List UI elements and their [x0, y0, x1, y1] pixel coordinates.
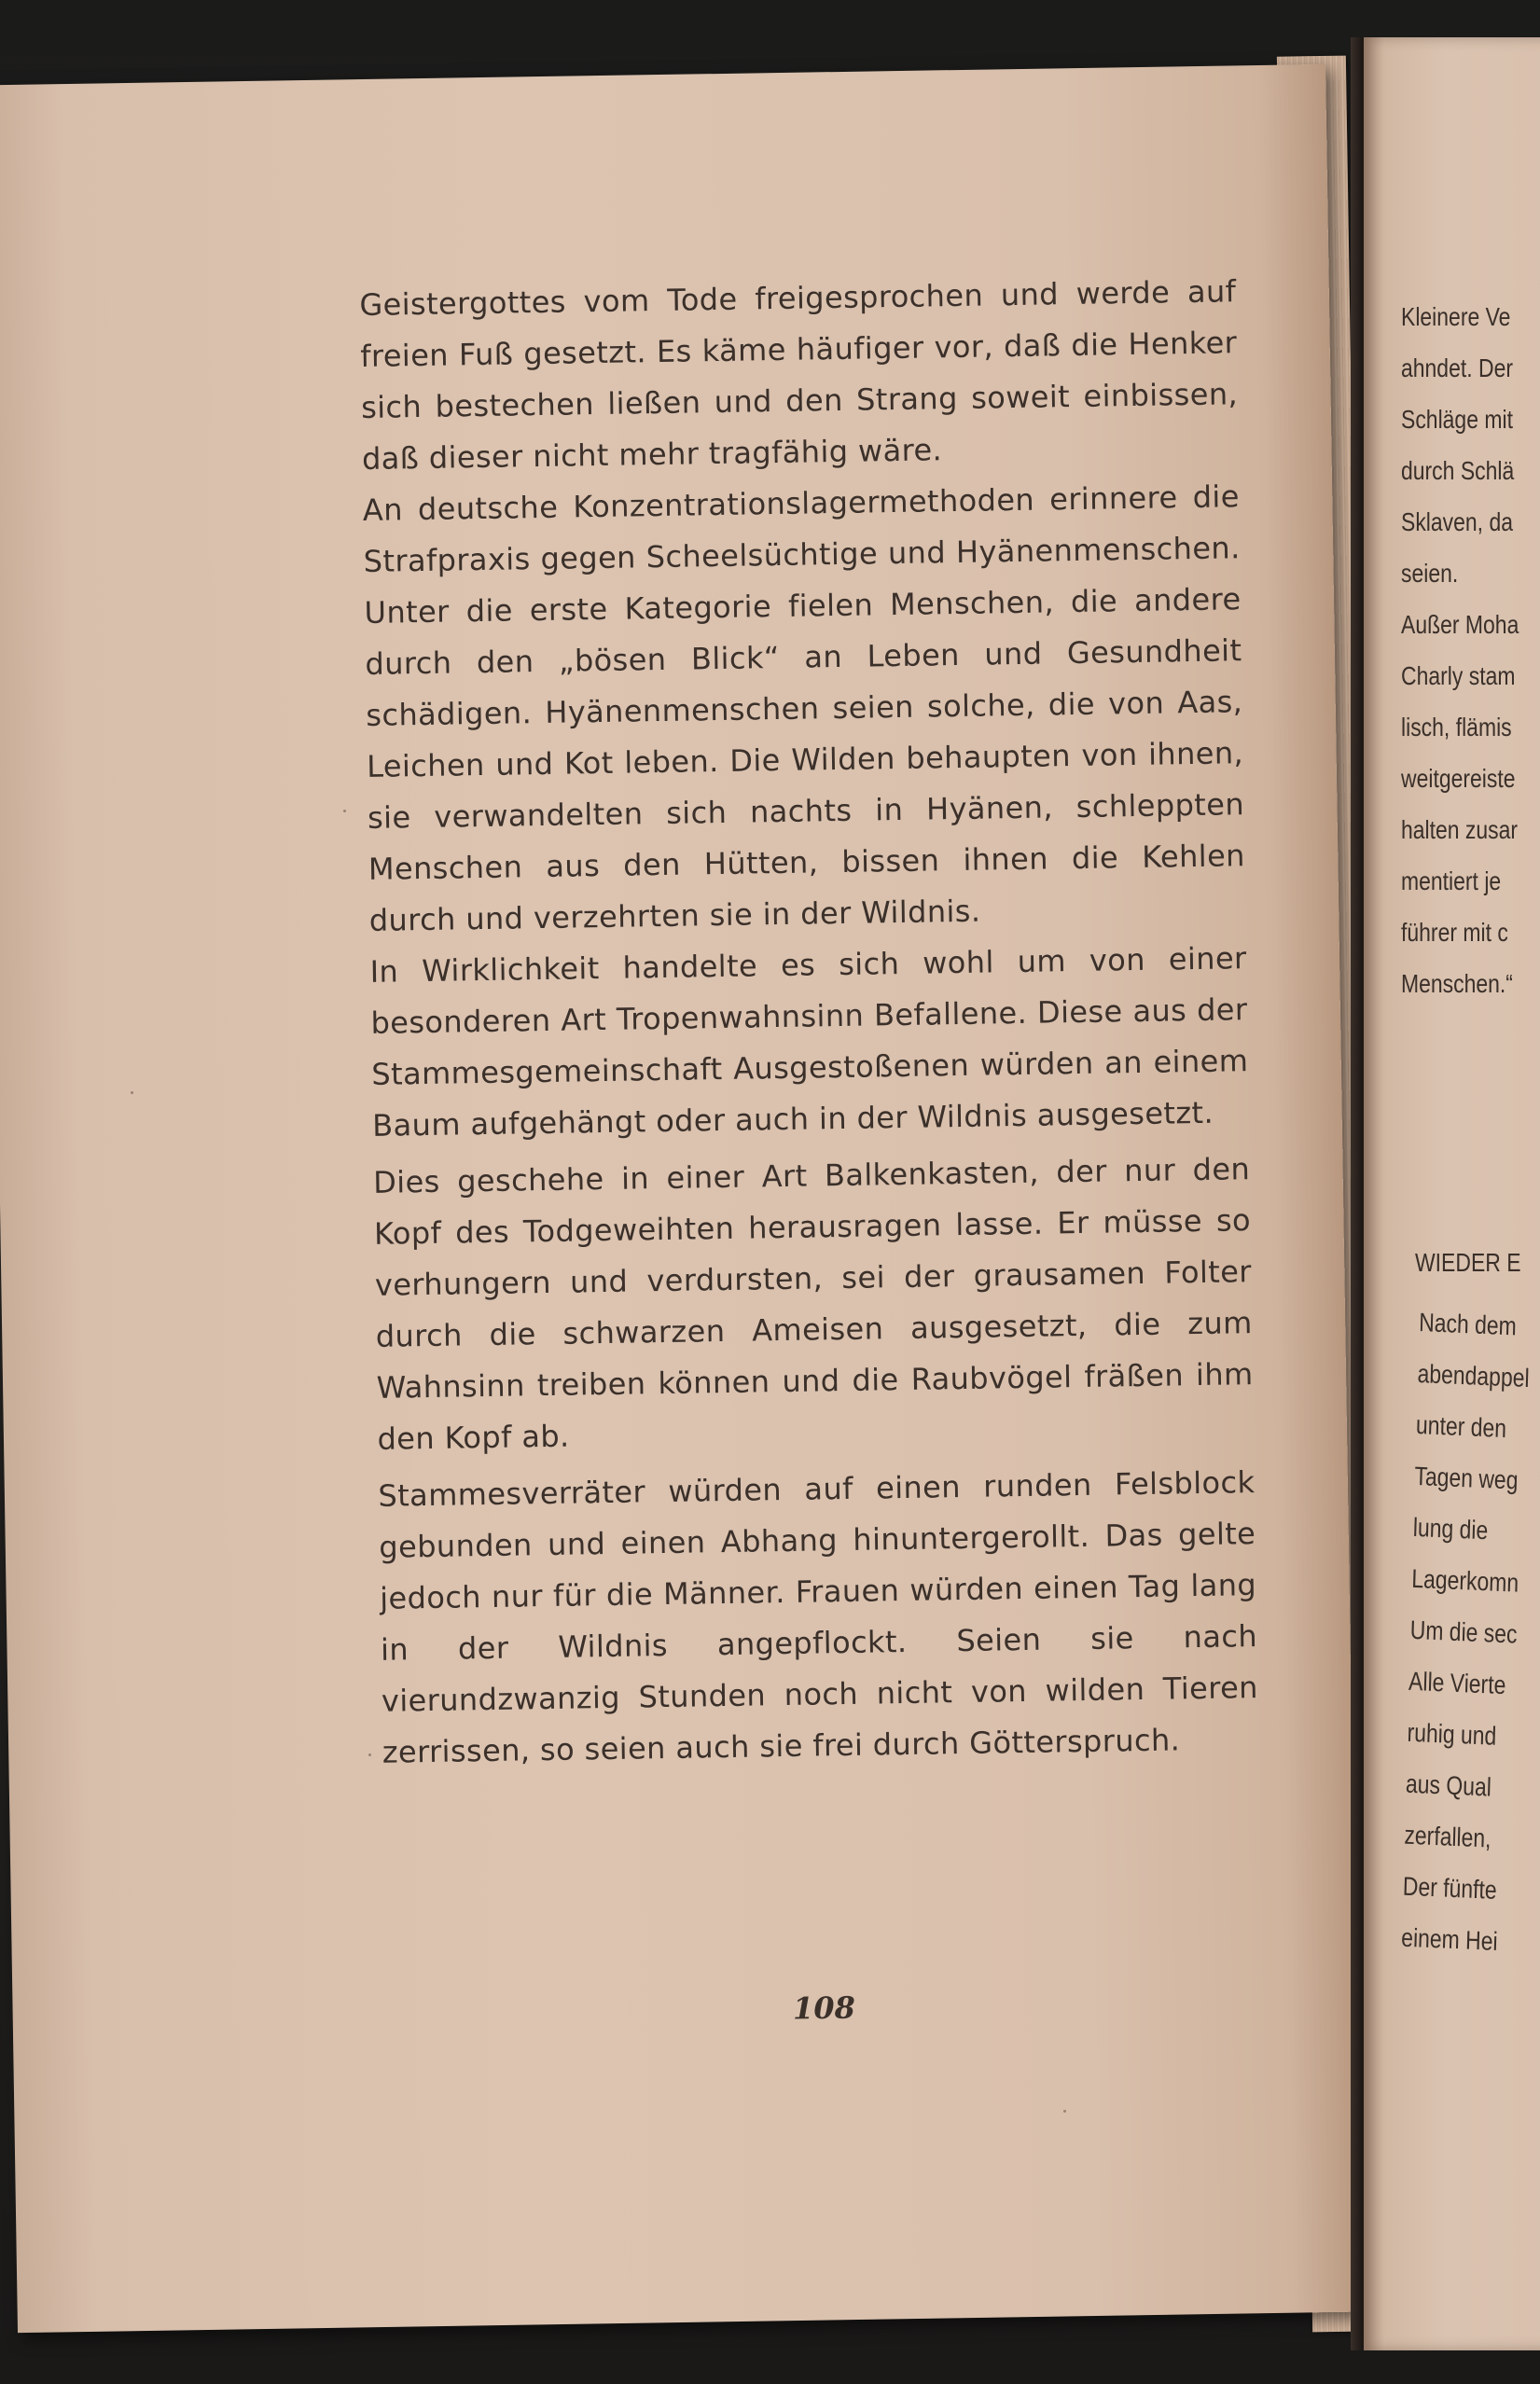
right-line: Lagerkomn — [1410, 1563, 1519, 1598]
right-line: ruhig und — [1407, 1717, 1497, 1751]
right-page-text-bottom — [1401, 1296, 1532, 1968]
right-line: seien. — [1401, 559, 1459, 588]
paragraph-4: Dies geschehe in einer Art Balkenkasten, der nur den Kopf des Todgeweihten herausragen lasse. Er müsse so verhungern und verdursten, sei der grausamen Folter durch die schwarzen Ameisen ausgesetzt, die zum Wahnsinn treiben können und die Raubvögel fräßen ihm den Kopf ab. — [372, 1151, 1254, 1457]
right-line: durch Schlä — [1401, 456, 1515, 485]
right-line: unter den — [1415, 1409, 1507, 1444]
paper-speck — [368, 1753, 371, 1756]
right-line: Um die sec — [1409, 1615, 1518, 1649]
right-line: führer mit c — [1401, 918, 1508, 947]
right-page-text-top — [1401, 291, 1539, 1009]
right-line: Schläge mit — [1401, 405, 1513, 434]
paragraph-3: In Wirklichkeit handelte es sich wohl um von einer besonderen Art Tropenwahnsinn Befallene. Diese aus der Stammesgemeinschaft Ausgestoßenen würden an einem Baum aufgehängt oder auch in der Wildnis ausgesetzt. — [369, 940, 1249, 1143]
right-line: lung die — [1412, 1512, 1489, 1545]
right-line: ahndet. Der — [1401, 353, 1513, 382]
right-line: zerfallen, — [1404, 1820, 1492, 1853]
right-line: weitgereiste — [1401, 764, 1516, 793]
right-line: abendappel — [1417, 1358, 1531, 1393]
paragraph-5: Stammesverräter würden auf einen runden Felsblock gebunden und einen Abhang hinuntergerollt. Das gelte jedoch nur für die Männer. Frauen würden einen Tag lang in der Wildnis angepflockt. Seien sie nach vierundzwanzig Stunden noch nicht von wilden Tieren zerrissen, so seien auch sie frei durch Götterspruch. — [378, 1464, 1259, 1770]
paragraph-1: Geistergottes vom Tode freigesprochen und werde auf freien Fuß gesetzt. Es käme häufiger vor, daß die Henker sich bestechen ließen und den Strang soweit einbissen, daß dieser nicht mehr tragfähig wäre. — [359, 273, 1239, 477]
right-line: Alle Vierte — [1408, 1666, 1506, 1700]
paragraph-2: An deutsche Konzentrationslagermethoden erinnere die Strafpraxis gegen Scheelsüchtige und Hyänenmenschen. Unter die erste Kategorie fielen Menschen, die andere durch den „bösen Blick“ an Leben und Gesundheit schädigen. Hyänenmenschen seien solche, die von Aas, Leichen und Kot leben. Die Wilden behaupten von ihnen, sie verwandelten sich nachts in Hyänen, schleppten Menschen aus den Hütten, bissen ihnen die Kehlen durch und verzehrten sie in der Wildnis. — [362, 478, 1246, 938]
right-line: Tagen weg — [1414, 1461, 1519, 1495]
right-line: Außer Moha — [1401, 610, 1519, 639]
paper-speck — [1063, 2110, 1066, 2113]
right-page-heading: WIEDER E — [1415, 1248, 1521, 1277]
right-line: Der fünfte — [1402, 1871, 1498, 1905]
paper-speck — [343, 810, 346, 812]
right-line: mentiert je — [1401, 866, 1502, 895]
right-line: Sklaven, da — [1401, 507, 1513, 536]
right-line: Kleinere Ve — [1401, 302, 1511, 331]
paper-speck — [131, 1091, 133, 1094]
right-line: einem Hei — [1400, 1922, 1499, 1956]
right-line: aus Qual — [1405, 1768, 1492, 1802]
right-line: Menschen.“ — [1401, 969, 1513, 998]
right-line: halten zusar — [1401, 815, 1519, 844]
right-line: Nach dem — [1418, 1307, 1518, 1341]
page-number: 108 — [792, 1989, 856, 2027]
right-line: Charly stam — [1401, 661, 1516, 690]
right-line: lisch, flämis — [1401, 713, 1512, 742]
left-page-text — [359, 266, 1259, 1779]
